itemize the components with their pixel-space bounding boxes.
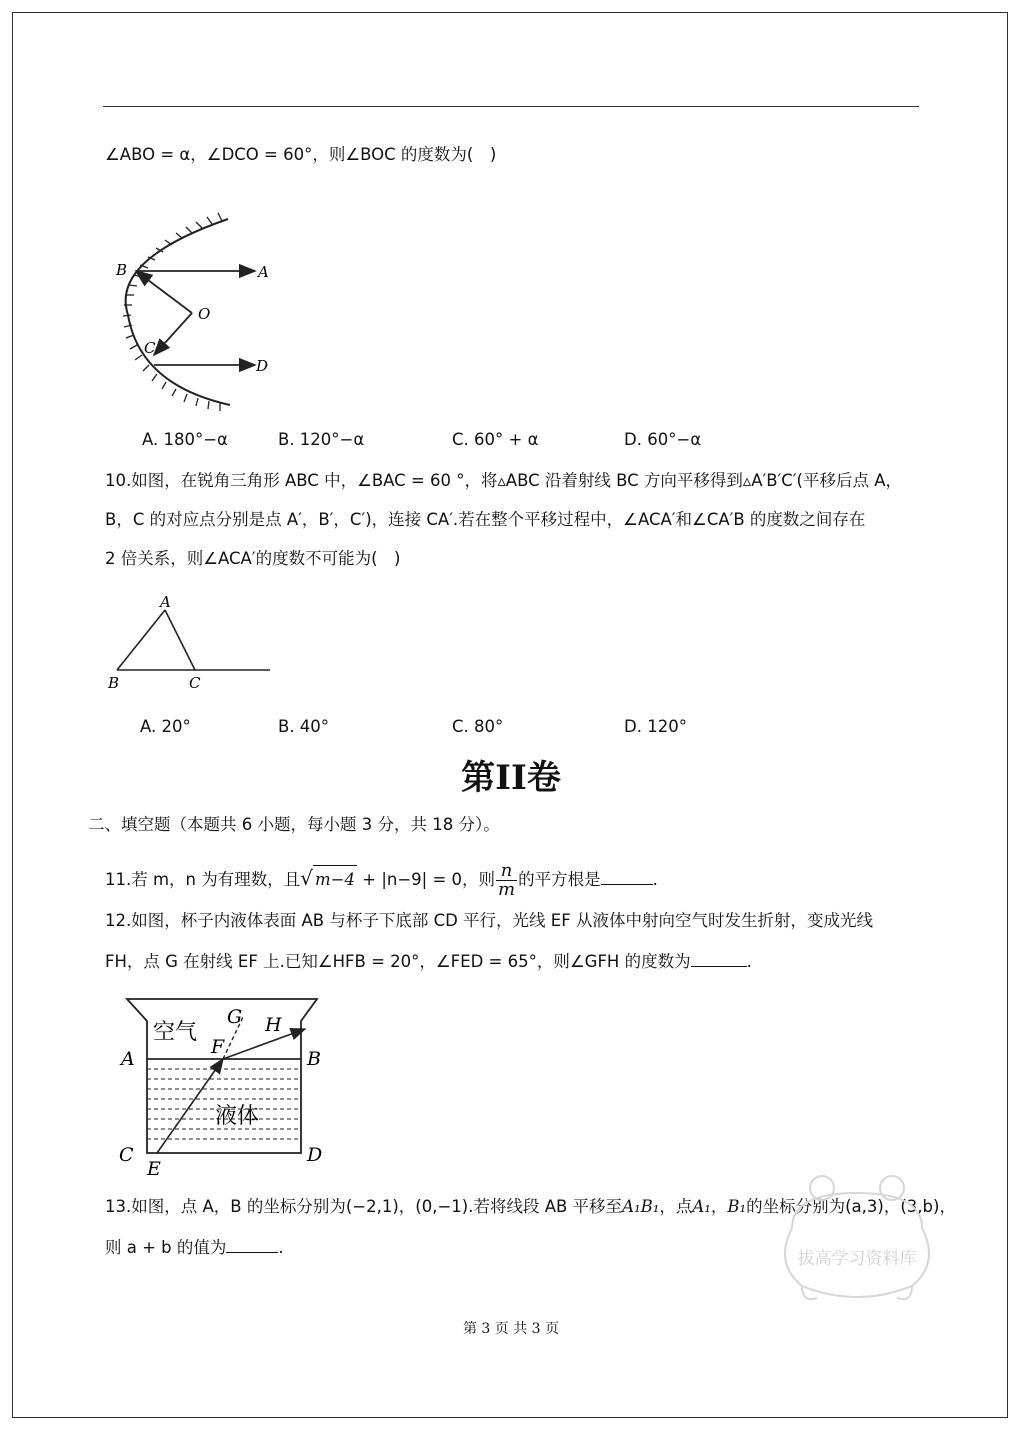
q10-option-d: D. 120°: [624, 717, 687, 736]
q10-triangle-figure: [105, 590, 275, 695]
section2-header: 二、填空题（本题共 6 小题，每小题 3 分，共 18 分）。: [88, 815, 500, 834]
label-C: C: [119, 1144, 134, 1166]
label-A: A: [160, 593, 171, 611]
q11-answer-blank[interactable]: [601, 868, 653, 885]
q10-line2: B，C 的对应点分别是点 A′，B′，C′)，连接 CA′.若在整个平移过程中，∠ACA′和∠CA′B 的度数之间存在: [105, 510, 866, 529]
q13-line1-c: 的坐标分别为(a,3)，(3,b)，: [746, 1197, 956, 1216]
label-liquid: 液体: [215, 1104, 260, 1129]
q9-stem: ∠ABO = α，∠DCO = 60°，则∠BOC 的度数为( ): [105, 145, 497, 164]
q9-option-a: A. 180°−α: [142, 430, 228, 449]
label-A: A: [121, 1048, 135, 1070]
header-rule: [103, 106, 919, 107]
q12-answer-blank[interactable]: [691, 950, 747, 967]
section-title: 第II卷: [461, 758, 561, 798]
q12-line2: FH，点 G 在射线 EF 上.已知∠HFB = 20°，∠FED = 65°，则∠GFH 的度数为: [105, 952, 691, 971]
q11-prefix: 11.若 m，n 为有理数，且: [105, 870, 301, 889]
q11: 11.若 m，n 为有理数，且√ m−4 + |n−9| = 0，则 $\frac{n}{m}$ 的平方根是 .: [105, 860, 658, 900]
q13-line1-b: ，点: [659, 1197, 693, 1216]
q13-line2: 则 a + b 的值为: [105, 1238, 227, 1257]
q13-a1b1: A₁B₁: [622, 1197, 660, 1216]
q13-sep: ，: [710, 1197, 728, 1216]
side-AB: [117, 610, 165, 670]
q11-frac-den: m: [498, 879, 516, 900]
label-E: E: [147, 1158, 161, 1180]
q11-middle: + |n−9| = 0，则: [357, 870, 496, 889]
ray-OB: [136, 271, 192, 313]
q9-mirror-figure: [110, 205, 290, 420]
q10-line3: 2 倍关系，则∠ACA′的度数不可能为( ): [105, 549, 401, 568]
q11-frac-num: n: [496, 862, 517, 881]
q13-line2-wrap: [105, 1236, 284, 1259]
q9-option-d: D. 60°−α: [624, 430, 702, 449]
page-footer: 第 3 页 共 3 页: [462, 1321, 560, 1337]
q10-option-b: B. 40°: [278, 717, 330, 736]
mirror-arc: [126, 219, 230, 405]
label-D: D: [256, 357, 269, 375]
q12-line2-wrap: [105, 950, 752, 973]
q12-end: .: [746, 952, 752, 971]
q10-option-a: A. 20°: [140, 717, 191, 736]
q11-end: .: [652, 870, 658, 889]
label-O: O: [198, 305, 211, 323]
q11-fraction: [496, 862, 517, 899]
q10-line1: 10.如图，在锐角三角形 ABC 中，∠BAC = 60 °，将▵ABC 沿着射线 BC 方向平移得到▵A′B′C′(平移后点 A，: [105, 471, 903, 490]
label-G: G: [227, 1006, 243, 1028]
q13-end: .: [278, 1238, 284, 1257]
label-A: A: [258, 263, 269, 281]
q13-answer-blank[interactable]: [226, 1236, 278, 1253]
q11-suffix: 的平方根是: [518, 870, 601, 889]
q12-cup-figure: [115, 995, 335, 1180]
q10-option-c: C. 80°: [452, 717, 504, 736]
q9-option-b: B. 120°−α: [278, 430, 365, 449]
label-C: C: [189, 674, 201, 692]
label-B: B: [307, 1048, 321, 1070]
q9-option-c: C. 60° + α: [452, 430, 539, 449]
watermark-bear-logo: [772, 1168, 942, 1308]
label-F: F: [211, 1036, 225, 1058]
ray-OC: [154, 313, 192, 355]
label-C: C: [144, 339, 156, 357]
q13-a1: A₁: [692, 1197, 711, 1216]
q12-line1: 12.如图，杯子内液体表面 AB 与杯子下底部 CD 平行，光线 EF 从液体中射向空气时发生折射，变成光线: [105, 911, 873, 930]
label-B: B: [116, 261, 128, 279]
watermark-text: 拔高学习资料库: [797, 1249, 917, 1269]
label-B: B: [108, 674, 120, 692]
label-H: H: [265, 1014, 282, 1036]
q13-line1-a: 13.如图，点 A，B 的坐标分别为(−2,1)，(0,−1).若将线段 AB 平移至: [105, 1197, 623, 1216]
label-air: 空气: [153, 1020, 198, 1045]
side-AC: [165, 610, 195, 670]
q11-radicand: m−4: [313, 865, 357, 894]
label-D: D: [307, 1144, 323, 1166]
q13-b1: B₁: [727, 1197, 747, 1216]
